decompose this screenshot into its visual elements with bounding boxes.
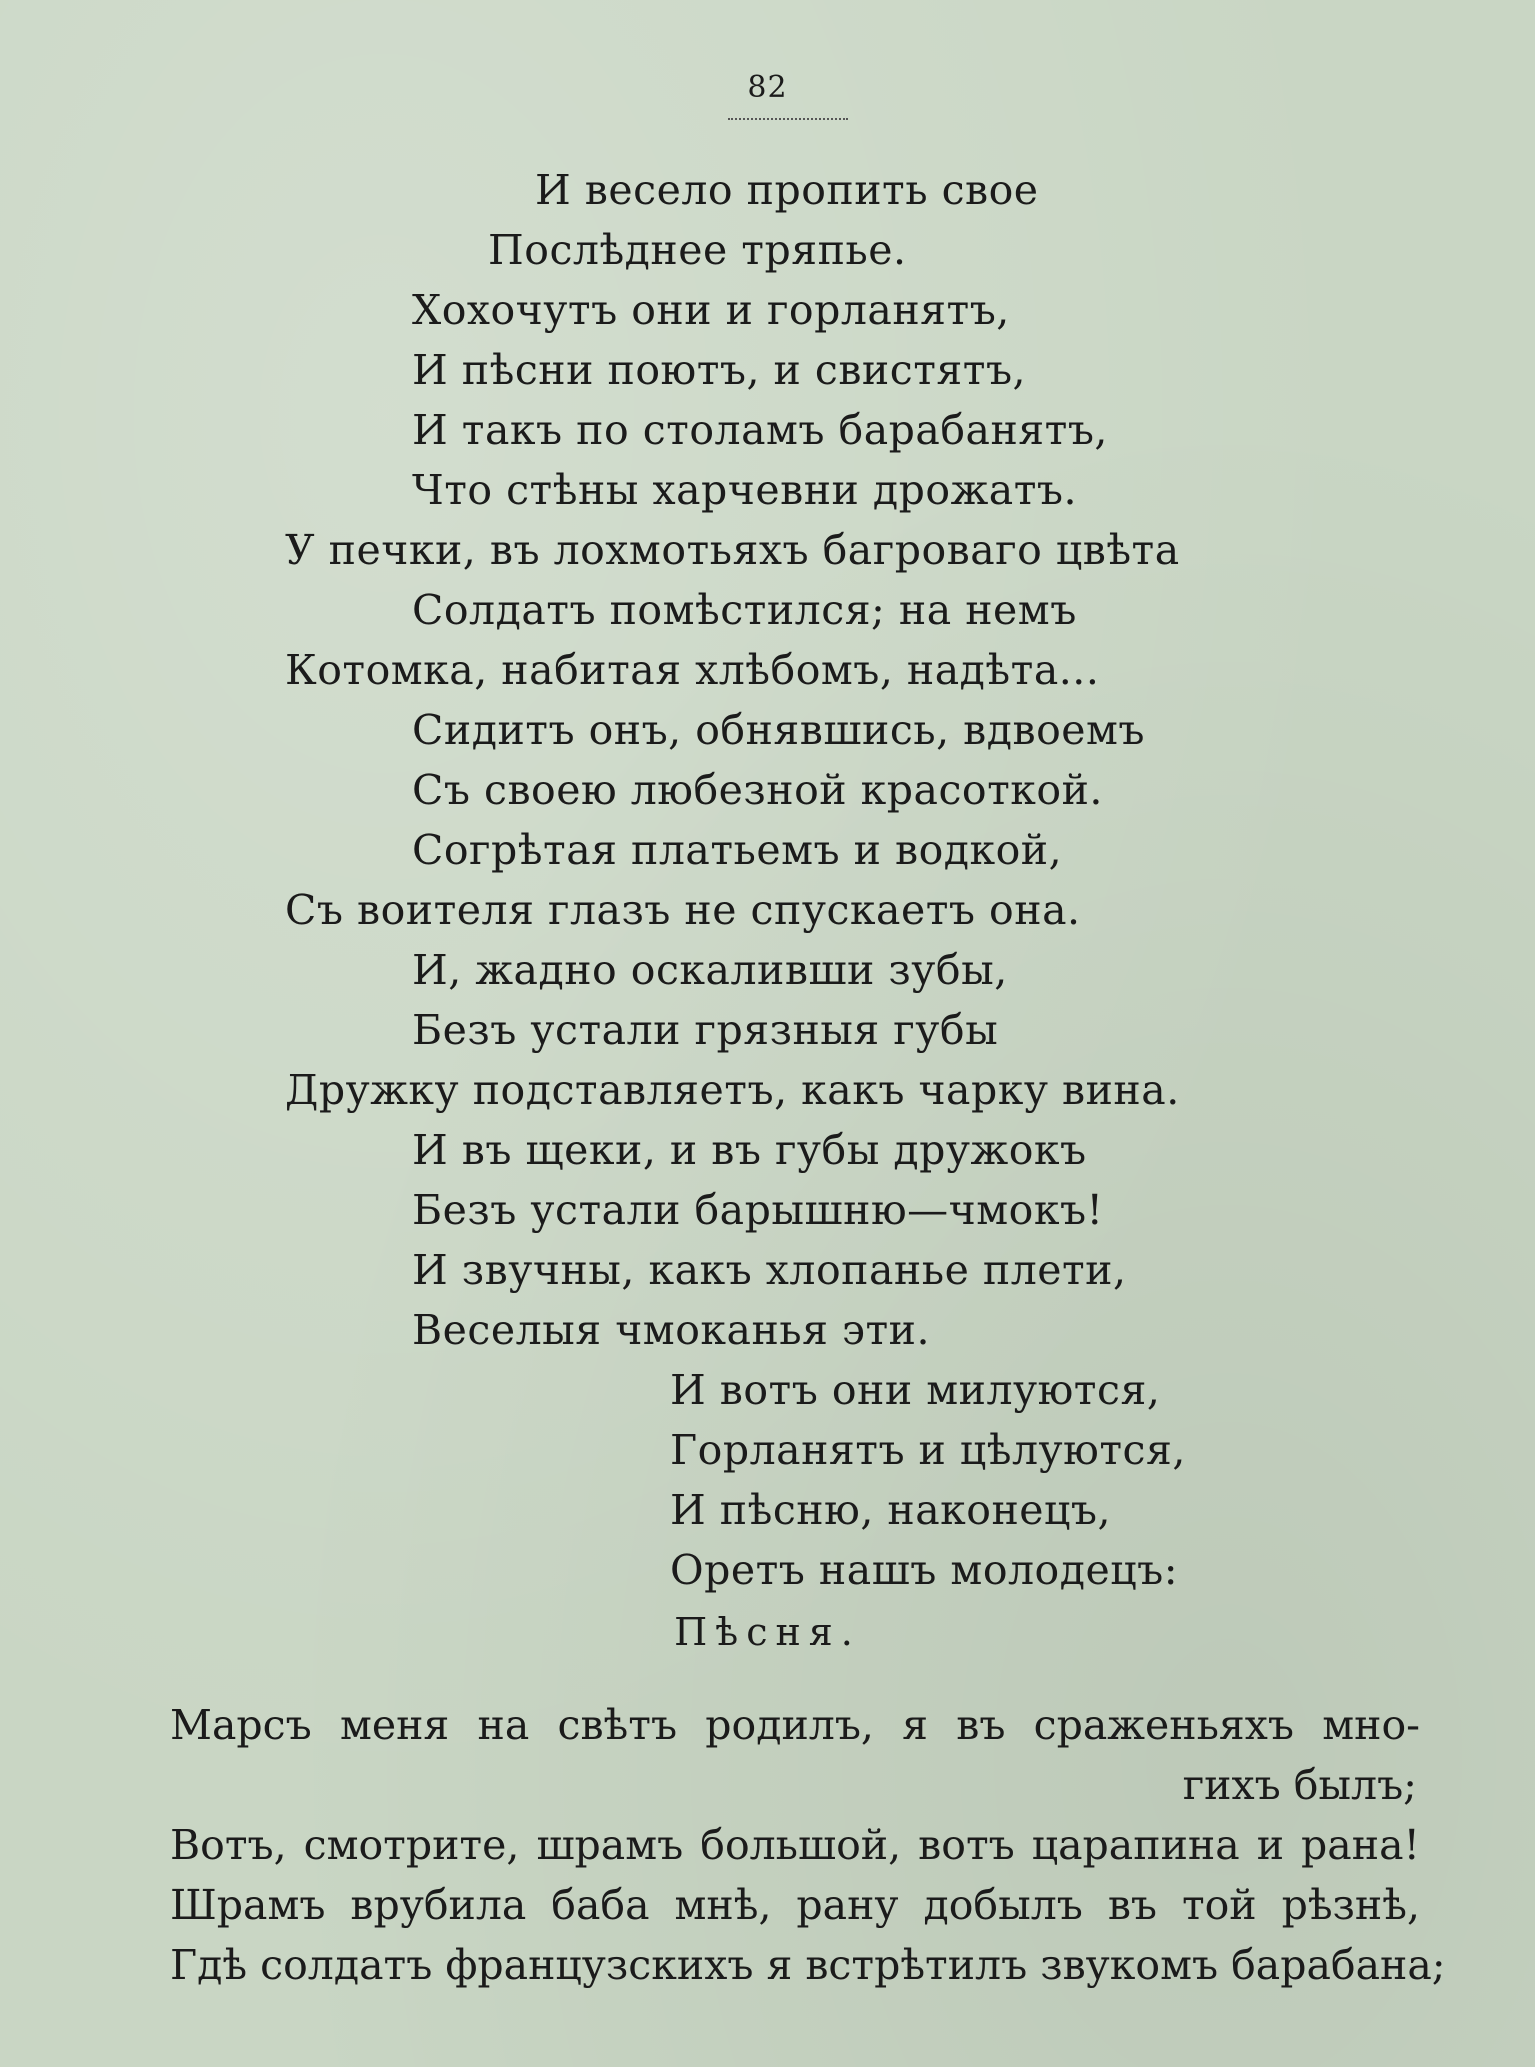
song-line: Марсъ меня на свѣтъ родилъ, я въ сраженьяхъ мно- [170,1701,1420,1749]
verse-line: И весело пропить свое [535,166,1039,214]
song-line: Вотъ, смотрите, шрамъ большой, вотъ царапина и рана! [170,1821,1420,1869]
verse-line: И вотъ они милуются, [670,1366,1161,1414]
verse-line: И звучны, какъ хлопанье плети, [412,1246,1127,1294]
verse-line: Сидитъ онъ, обнявшись, вдвоемъ [412,706,1146,754]
verse-line: У печки, въ лохмотьяхъ багроваго цвѣта [285,526,1180,574]
verse-line: И, жадно оскаливши зубы, [412,946,1008,994]
verse-line: И такъ по столамъ барабанятъ, [412,406,1108,454]
song-heading: Пѣсня. [674,1610,861,1654]
verse-line: Безъ устали грязныя губы [412,1006,999,1054]
verse-line: Горланятъ и цѣлуются, [670,1426,1186,1474]
verse-line: И пѣсни поютъ, и свистятъ, [412,346,1027,394]
page-number: 82 [747,70,788,105]
verse-line: Оретъ нашъ молодецъ: [670,1546,1179,1594]
verse-line: Безъ устали барышню—чмокъ! [412,1186,1104,1234]
verse-line: И пѣсню, наконецъ, [670,1486,1112,1534]
verse-line: Согрѣтая платьемъ и водкой, [412,826,1063,874]
verse-line: Съ воителя глазъ не спускаетъ она. [285,886,1081,934]
verse-line: Котомка, набитая хлѣбомъ, надѣта... [285,646,1100,694]
page-number-rule [728,118,848,120]
song-line-continuation: гихъ былъ; [1182,1761,1417,1809]
verse-line: Что стѣны харчевни дрожатъ. [412,466,1078,514]
song-line: Шрамъ врубила баба мнѣ, рану добылъ въ той рѣзнѣ, [170,1881,1420,1929]
verse-line: Съ своею любезной красоткой. [412,766,1103,814]
verse-line: Хохочутъ они и горланятъ, [412,286,1010,334]
verse-line: Дружку подставляетъ, какъ чарку вина. [285,1066,1180,1114]
song-line: Гдѣ солдатъ французскихъ я встрѣтилъ звукомъ барабана; [170,1941,1446,1989]
verse-line: Послѣднее тряпье. [488,226,907,274]
verse-line: И въ щеки, и въ губы дружокъ [412,1126,1087,1174]
verse-line: Солдатъ помѣстился; на немъ [412,586,1077,634]
verse-line: Веселыя чмоканья эти. [412,1306,930,1354]
